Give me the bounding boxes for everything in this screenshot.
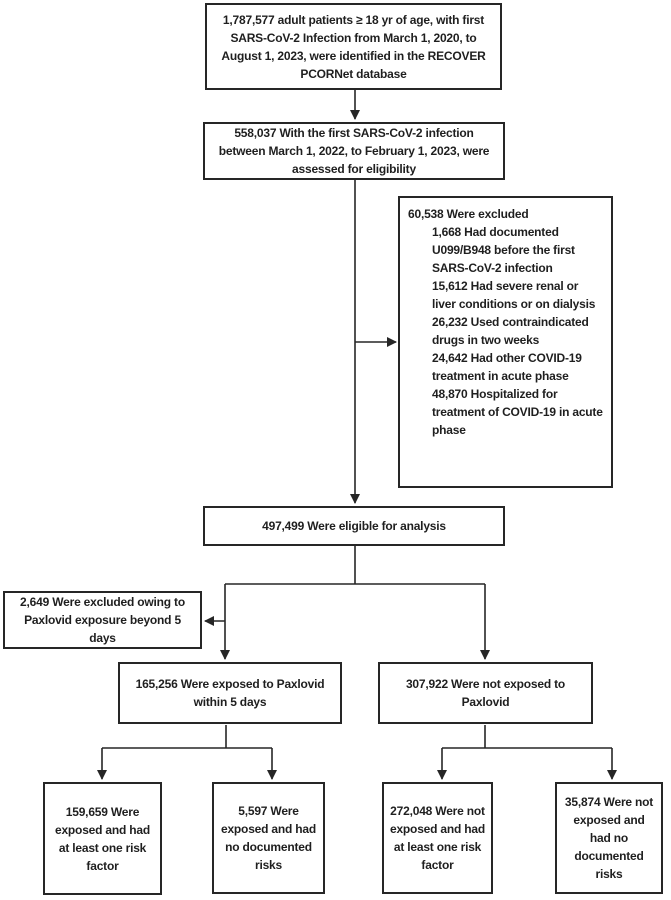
box-exposed-no-documented-risks bbox=[212, 782, 325, 894]
box-not-exposed-paxlovid bbox=[378, 662, 593, 724]
box-excluded-paxlovid-text: 2,649 Were excluded owing to Paxlovid exposure beyond 5 days bbox=[20, 595, 185, 645]
connector-not-exposed-split bbox=[442, 725, 612, 748]
box-excluded-main-items bbox=[408, 223, 603, 439]
box-not-exposed-no-documented-risks bbox=[555, 782, 663, 894]
box-not-exposed-no-documented-risks-text: 35,874 Were not exposed and had no documented risks bbox=[564, 795, 654, 881]
box-eligible-text: 497,499 Were eligible for analysis bbox=[262, 519, 446, 533]
box-patients-identified bbox=[205, 3, 502, 90]
box-eligible bbox=[203, 506, 505, 546]
box-not-exposed-with-risk-factor bbox=[382, 782, 493, 894]
box-excluded-main-title: 60,538 Were excluded bbox=[408, 207, 529, 221]
excluded-item: 26,232 Used contraindicated drugs in two weeks bbox=[432, 315, 589, 347]
box-exposed-paxlovid-text: 165,256 Were exposed to Paxlovid within 5 days bbox=[135, 677, 325, 709]
box-excluded-main bbox=[398, 196, 613, 488]
excluded-item: 48,870 Hospitalized for treatment of COVID-19 in acute phase bbox=[432, 387, 603, 437]
box-exposed-paxlovid bbox=[118, 662, 342, 724]
connector-exposed-split bbox=[102, 725, 272, 748]
box-not-exposed-paxlovid-text: 307,922 Were not exposed to Paxlovid bbox=[405, 677, 566, 709]
box-assessed-eligibility bbox=[203, 122, 505, 180]
box-assessed-eligibility-text: 558,037 With the first SARS-CoV-2 infection between March 1, 2022, to February 1, 2023, were assessed for eligibility bbox=[218, 126, 490, 176]
box-not-exposed-with-risk-factor-text: 272,048 Were not exposed and had at least one risk factor bbox=[389, 804, 486, 872]
excluded-item: 15,612 Had severe renal or liver conditions or on dialysis bbox=[432, 279, 596, 311]
connector-eligible-split bbox=[225, 546, 485, 584]
box-patients-identified-text: 1,787,577 adult patients ≥ 18 yr of age, with first SARS-CoV-2 Infection from March 1, 2020, to August 1, 2023, were identified in the RECOVER PCORNet database bbox=[221, 12, 486, 81]
box-excluded-paxlovid-beyond-5-days bbox=[3, 591, 202, 649]
box-exposed-with-risk-factor-text: 159,659 Were exposed and had at least one risk factor bbox=[54, 804, 151, 873]
box-exposed-with-risk-factor bbox=[43, 782, 162, 895]
excluded-item: 1,668 Had documented U099/B948 before the first SARS-CoV-2 infection bbox=[432, 225, 575, 275]
box-exposed-no-documented-risks-text: 5,597 Were exposed and had no documented risks bbox=[220, 804, 317, 872]
excluded-item: 24,642 Had other COVID-19 treatment in acute phase bbox=[432, 351, 582, 383]
